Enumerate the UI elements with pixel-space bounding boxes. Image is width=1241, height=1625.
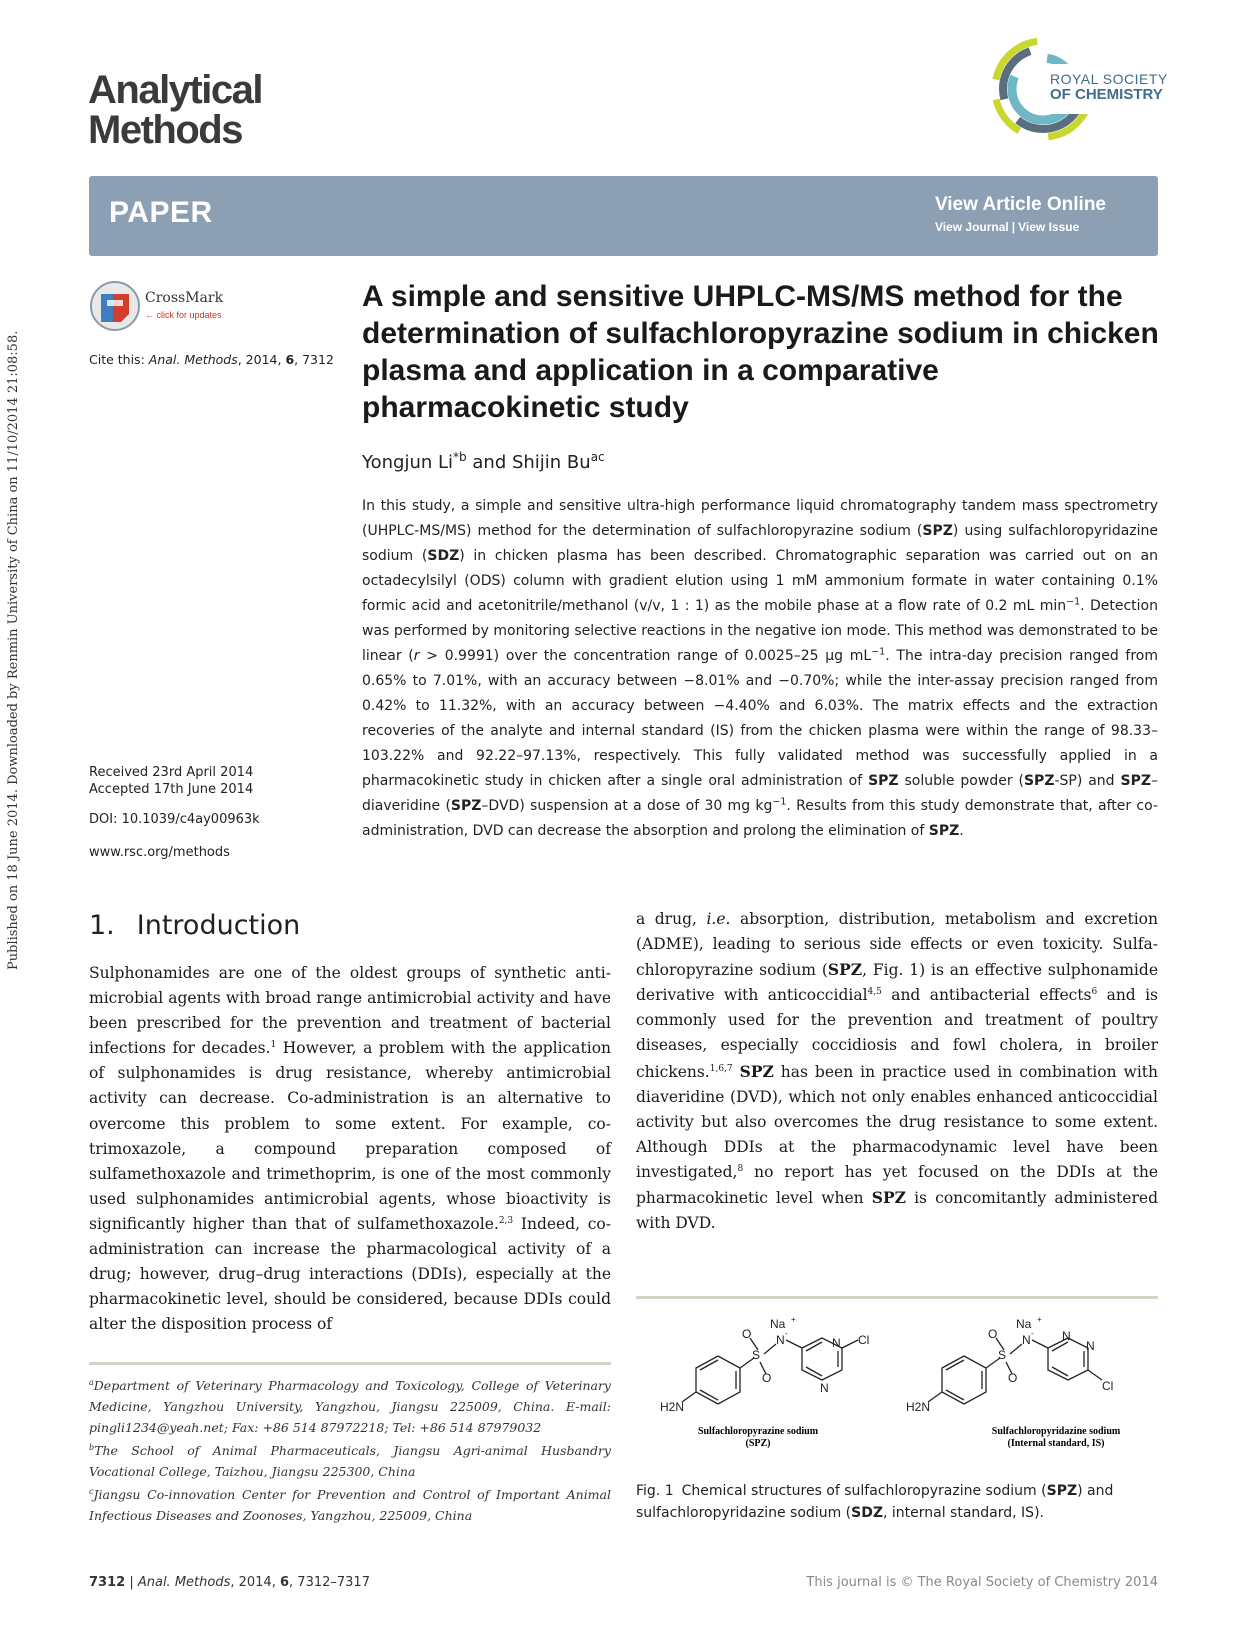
crossmark-label: CrossMark (145, 290, 224, 306)
text-run: , internal standard, IS). (882, 1505, 1044, 1521)
rsc-wordmark (1050, 72, 1168, 102)
view-article-online-link[interactable]: View Article Online (934, 194, 1106, 215)
text-run: SPZ (922, 523, 953, 539)
author-list (362, 450, 605, 473)
affiliation-a (89, 1375, 611, 1438)
text-run: Chemical structures of sulfachloropyrazine sodium ( (681, 1483, 1047, 1499)
article-type: PAPER (109, 196, 213, 229)
crossmark-sublabel-text: click for updates (156, 310, 222, 320)
cite-volume: 6 (285, 352, 295, 367)
view-links-separator: | (1011, 220, 1016, 234)
view-issue-link[interactable]: View Issue (1018, 220, 1080, 234)
figure-1-structures (636, 1310, 1158, 1470)
text-run: . (959, 823, 964, 839)
sdz-label-line2: (Internal standard, IS) (1007, 1438, 1105, 1449)
journal-title (88, 70, 262, 150)
journal-title-line1: Analytical (88, 68, 262, 112)
text-run: –DVD) suspension at a dose of 30 mg kg (481, 798, 773, 814)
atom-charge: - (785, 1329, 788, 1338)
download-stamp (6, 330, 24, 970)
text-run (1032, 1340, 1048, 1348)
atom-label: Cl (1102, 1379, 1114, 1393)
view-links-row (935, 220, 1106, 234)
text-run: , 2014, (230, 1575, 280, 1590)
text-run (101, 294, 113, 322)
atom-label: Na (770, 1317, 786, 1331)
text-run (786, 1340, 802, 1348)
atom-label: H2N (660, 1400, 685, 1414)
doi[interactable]: DOI: 10.1039/c4ay00963k (89, 812, 260, 827)
spz-label-line2: (SPZ) (745, 1438, 771, 1449)
text-run: , Fig. 1) is an effective sulphonamide derivative with anticoccidial (636, 961, 1158, 1005)
text-run (1048, 1338, 1088, 1380)
text-run: SPZ (450, 798, 482, 814)
text-run (1052, 1342, 1068, 1351)
received-date: Received 23rd April 2014 (89, 765, 254, 780)
text-run: ) in chicken plasma has been described. Chromatographic separation was carried out on an octadecylsilyl (ODS) column with gradient elution using 1 mM ammonium formate in water containing 0.1% formic acid and acetonitrile/methanol (v/v, 1 : 1) as the mobile phase at a flow rate of 0.2 mL min (362, 548, 1158, 614)
text-run (764, 1344, 776, 1354)
text-run (942, 1356, 986, 1404)
text-run: Anal. Methods (137, 1575, 231, 1590)
text-run: SDZ (427, 548, 460, 564)
atom-charge: + (1037, 1315, 1042, 1324)
author-1: Yongjun Li (362, 452, 454, 473)
text-run: SPZ (871, 1188, 906, 1208)
cite-year: , 2014, (237, 352, 286, 367)
text-run: SPZ (1120, 773, 1151, 789)
affiliation-c (89, 1484, 611, 1526)
copyright-notice: This journal is © The Royal Society of Chemistry 2014 (806, 1575, 1158, 1590)
text-run: SDZ (851, 1505, 883, 1521)
text-run: SPZ (739, 1061, 774, 1081)
text-run: c (89, 1486, 94, 1496)
page-number: 7312 (89, 1575, 126, 1590)
accepted-date: Accepted 17th June 2014 (89, 782, 254, 797)
figure-label: Fig. 1 (636, 1483, 674, 1499)
article-dates (89, 764, 253, 798)
atom-label: N (832, 1336, 841, 1350)
author-2-affil: ac (590, 450, 605, 464)
text-run: SPZ (868, 773, 899, 789)
text-run: In this study, a simple and sensitive ultra-high performance liquid chromatography tandem mass spectrometry (UHPLC-MS/MS) method for the determination of sulfachloropyrazine sodium ( (362, 498, 1158, 539)
banner-links (935, 194, 1106, 234)
text-run: a (89, 1377, 94, 1387)
rsc-wordmark-line1: ROYAL SOCIETY (1050, 71, 1168, 87)
page-footer-citation (89, 1575, 370, 1590)
section-heading (89, 910, 300, 941)
intro-left-column (89, 961, 611, 1337)
text-run: r (413, 648, 420, 664)
text-run: > 0.9991) over the concentration range of 0.0025–25 μg mL (419, 648, 872, 664)
atom-label: O (1008, 1371, 1018, 1385)
spz-label-line1: Sulfachloropyrazine sodium (697, 1426, 819, 1437)
figure-divider (636, 1296, 1158, 1299)
text-run: –diaveridine ( (362, 773, 1158, 814)
text-run: ) using sulfachloropyridazine sodium ( (362, 523, 1159, 564)
text-run: ) and sulfachloropyridazine sodium ( (636, 1483, 1114, 1521)
text-run: The School of Animal Pharmaceuticals, Jiangsu Agri-animal Husbandry Vocational College, Taizhou, Jiangsu 225300, China (89, 1443, 611, 1479)
ref-link[interactable]: 6 (1091, 987, 1098, 998)
text-run (1088, 1370, 1102, 1380)
text-run: Jiangsu Co-innovation Center for Prevention and Control of Important Animal Infectious Diseases and Zoonoses, Yangzhou, 225009, China (89, 1487, 611, 1523)
author-and: and (466, 452, 512, 473)
atom-label: N (820, 1381, 829, 1395)
crossmark-sublabel: ← click for updates (145, 310, 222, 320)
atom-label: Cl (858, 1333, 870, 1347)
atom-label: O (762, 1371, 772, 1385)
section-number: 1. (89, 910, 115, 941)
abstract (362, 494, 1158, 844)
ref-link[interactable]: 4,5 (867, 987, 882, 998)
text-run (1010, 1344, 1022, 1354)
intro-right-column (636, 907, 1158, 1236)
ref-link[interactable]: 8 (737, 1163, 744, 1174)
text-run: soluble powder ( (898, 773, 1024, 789)
text-run: −1 (772, 796, 787, 808)
text-run: Indeed, co-administration can increase the pharmacological activity of a drug; however, drug–drug interactions (DDIs), especially at the pharmacokinetic level, should be considered, because DDIs could alter the disposition process of (89, 1214, 612, 1334)
text-run: SPZ (827, 960, 863, 980)
text-run: absorption, distribution, metabolism and excretion (ADME), leading to serious side effects or even toxicity. Sulfachloropyrazine sodium ( (636, 910, 1158, 980)
figure-1-caption (636, 1480, 1158, 1524)
atom-label: O (742, 1327, 752, 1341)
sdz-atom-labels (906, 1315, 1113, 1414)
footnote-divider (89, 1362, 611, 1365)
text-run: and antibacterial effects (881, 986, 1092, 1005)
journal-url[interactable]: www.rsc.org/methods (89, 845, 230, 860)
text-run: SPZ (1023, 773, 1055, 789)
atom-label: S (998, 1348, 1007, 1362)
article-title: A simple and sensitive UHPLC-MS/MS method for the determination of sulfachloropyrazine sodium in chicken plasma and application in a comparative pharmacokinetic study (362, 280, 1159, 424)
text-run: and is commonly used for the prevention and treatment of poultry diseases, especially coccidiosis and fowl cholera, in broiler chickens. (636, 986, 1158, 1081)
cite-label: Cite this: (89, 352, 149, 367)
atom-label: S (752, 1348, 761, 1362)
ref-link[interactable]: 1 (270, 1040, 277, 1051)
atom-label: O (988, 1327, 998, 1341)
text-run: no report has yet focused on the DDIs at the pharmacokinetic level when (636, 1162, 1158, 1208)
text-run: is concomitantly administered with DVD. (636, 1189, 1158, 1233)
ref-link[interactable]: 2,3 (498, 1215, 514, 1226)
text-run: SPZ (1046, 1483, 1078, 1499)
text-run: −1 (871, 646, 886, 658)
atom-label: N (1086, 1339, 1095, 1353)
atom-label: H2N (906, 1400, 931, 1414)
text-run (696, 1356, 740, 1404)
ref-link[interactable]: 1,6,7 (709, 1063, 733, 1074)
affiliation-b (89, 1440, 611, 1482)
author-1-affil: *b (453, 450, 467, 464)
text-run (806, 1367, 822, 1376)
atom-label: N (776, 1333, 785, 1347)
journal-title-line2: Methods (88, 108, 242, 152)
text-run: −1 (1066, 596, 1081, 608)
sdz-label-line1: Sulfachloropyridazine sodium (991, 1426, 1121, 1437)
cite-journal: Anal. Methods (148, 352, 238, 367)
atom-label: N (1022, 1333, 1031, 1347)
text-run: Sulphonamides are one of the oldest groups of synthetic antimicrobial agents with broad range antimicrobial activity and have been prescribed for the prevention and treatment of bacterial infections for decades. (89, 964, 611, 1058)
text-run: -SP) and (1054, 773, 1121, 789)
rsc-wordmark-line2: OF CHEMISTRY (1050, 86, 1163, 103)
atom-label: N (1062, 1329, 1071, 1343)
atom-charge: - (1031, 1329, 1034, 1338)
text-run: i.e. (706, 910, 731, 928)
text-run: However, a problem with the application of sulphonamides is drug resistance, whereby antimicrobial activity can decrease. Co-administration is an alternative to overcome this problem to some extent. For example, co-trimoxazole, a compound preparation composed of sulfamethoxazole and trimethoprim, is one of the most commonly used sulphonamides antimicrobial agents, whose bioactivity is significantly higher than that of sulfamethoxazole. (89, 1039, 612, 1233)
text-run: Department of Veterinary Pharmacology and Toxicology, College of Veterinary Medicine, Yangzhou University, Yangzhou, Jiangsu 225009, China. E-mail: pingli1234@yeah.net; Fax: +86 514 87972218; Tel: +86 514 87979032 (89, 1378, 611, 1435)
text-run (842, 1340, 858, 1348)
text-run: , 7312–7317 (289, 1575, 370, 1590)
text-run: 6 (279, 1575, 290, 1590)
article-banner (89, 176, 1158, 256)
crossmark-button[interactable] (89, 280, 239, 334)
citation (89, 352, 334, 367)
atom-label: Na (1016, 1317, 1032, 1331)
text-run (1052, 1367, 1068, 1376)
text-run (682, 1392, 696, 1402)
text-run (806, 1342, 822, 1351)
download-stamp-text: Published on 18 June 2014. Downloaded by Renmin University of China on 11/10/2014 21:08:58. (6, 330, 21, 970)
text-run (928, 1392, 942, 1402)
text-run (107, 300, 123, 306)
cite-page: , 7312 (294, 352, 334, 367)
text-run: b (89, 1442, 95, 1452)
view-journal-link[interactable]: View Journal (934, 220, 1009, 234)
crossmark-icon (89, 280, 141, 332)
text-run: SPZ (928, 823, 960, 839)
section-title: Introduction (136, 910, 301, 941)
text-run: . Detection was performed by monitoring selective reactions in the negative ion mode. This method was demonstrated to be linear ( (362, 598, 1158, 664)
text-run: | (125, 1575, 138, 1590)
text-run: . Results from this study demonstrate that, after co-administration, DVD can decrease the absorption and prolong the elimination of (362, 798, 1158, 839)
text-run: a drug, (636, 910, 707, 928)
author-2: Shijin Bu (511, 452, 591, 473)
text-run: . The intra-day precision ranged from 0.65% to 7.01%, with an accuracy between −8.01% and −0.70%; while the inter-assay precision ranged from 0.42% to 11.32%, with an accuracy between −4.40% and 6.03%. The matrix effects and the extraction recoveries of the analyte and internal standard (IS) from the chicken plasma were within the range of 98.33–103.22% and 92.22–97.13%, respectively. This fully validated method was successfully applied in a pharmacokinetic study in chicken after a single oral administration of (362, 648, 1158, 789)
text-run: has been in practice used in combination with diaveridine (DVD), which not only enables enhanced anticoccidial activity but also overcomes the drug resistance to some extent. Although DDIs at the pharmacodynamic level have been investigated, (636, 1062, 1158, 1181)
atom-charge: + (791, 1315, 796, 1324)
